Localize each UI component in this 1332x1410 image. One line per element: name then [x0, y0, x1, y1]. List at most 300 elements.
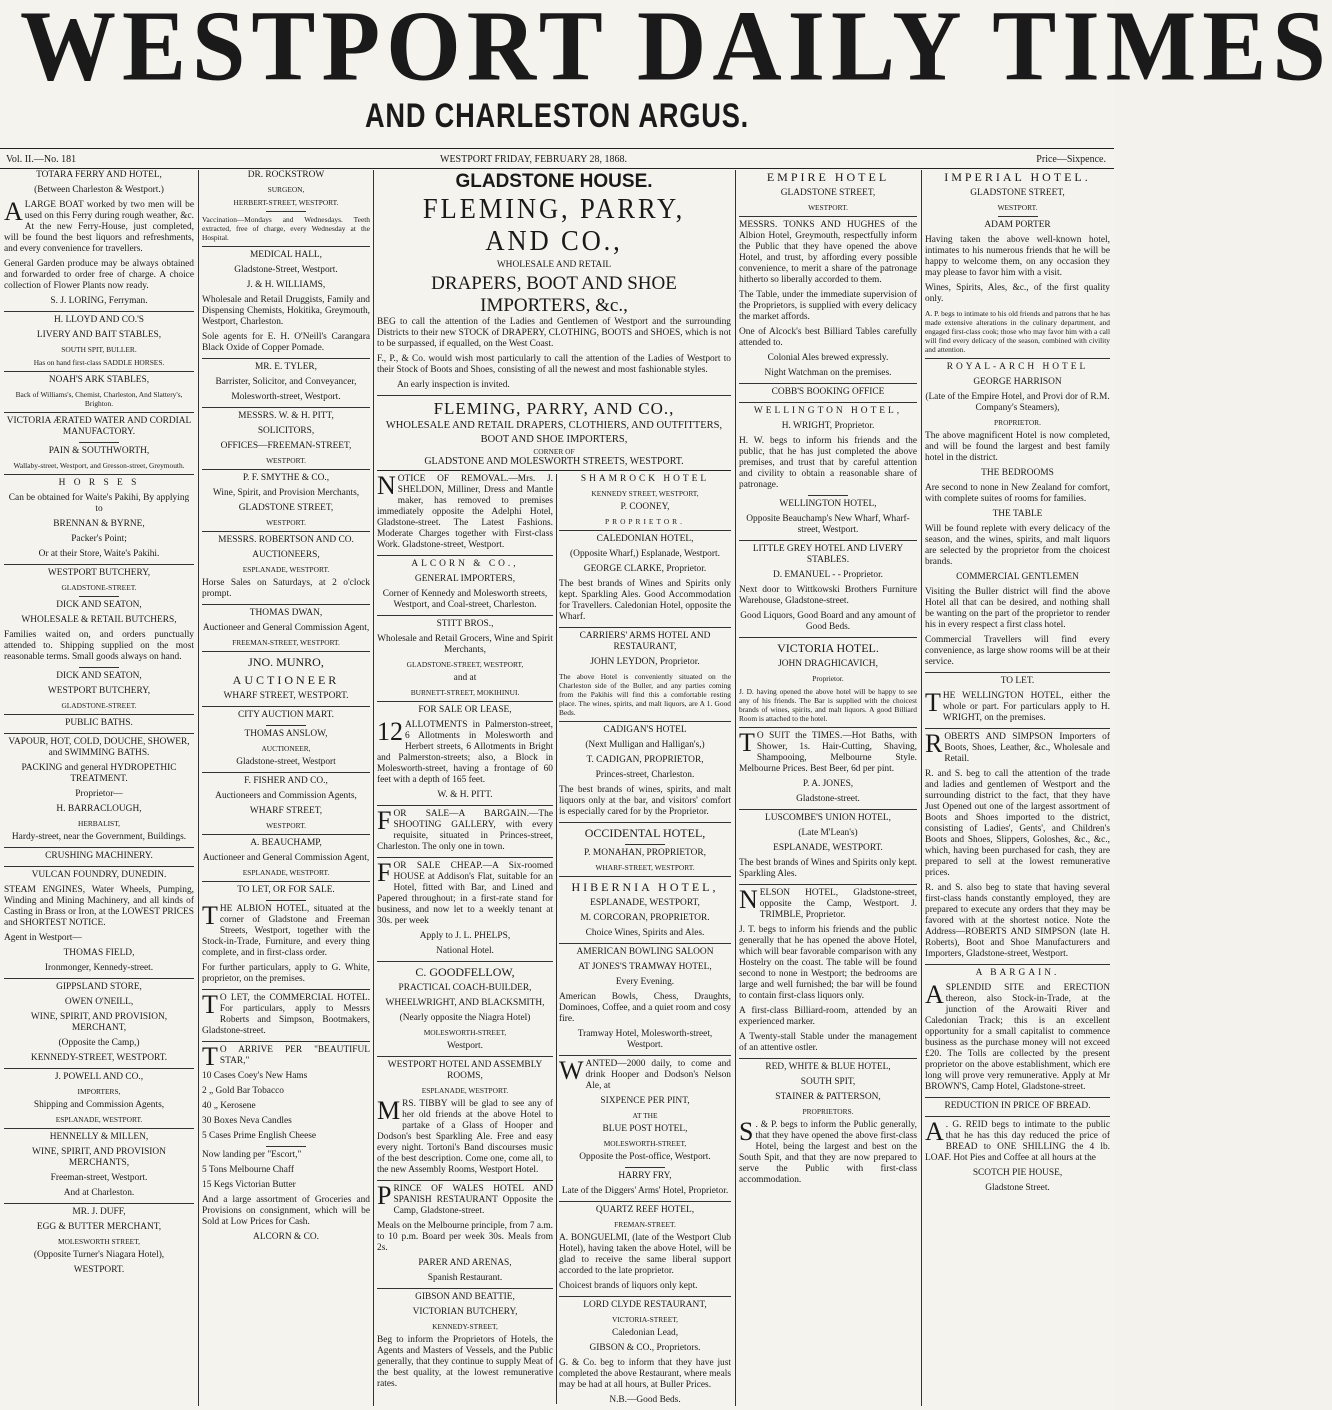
ad-text-content: KENNEDY STREET, WESTPORT,: [591, 489, 699, 498]
ad-text: [559, 880, 731, 894]
ad-text: [377, 931, 553, 942]
ad-text-content: N.B.—Good Beds.: [609, 1395, 681, 1405]
ad-text: [4, 982, 194, 993]
ad-text: [377, 858, 553, 927]
ad-text-content: Proprietor.: [812, 674, 844, 683]
ad-text-content: Next door to Wittkowski Brothers Furniture Warehouse, Gladstone-street.: [739, 585, 917, 606]
divider: [559, 1201, 731, 1202]
ad-text: [739, 641, 917, 655]
divider: [4, 412, 194, 413]
ad-text-content: STITT BROS.,: [436, 619, 494, 629]
ad-text: [202, 411, 370, 422]
ad-text-content: And a large assortment of Groceries and Provisions on consignment, which will be Sold at Low Prices for Cash.: [202, 1195, 370, 1227]
ad-text-content: WINE, SPIRIT, AND PROVISION, MERCHANT,: [30, 1012, 168, 1033]
ad-text: [4, 446, 194, 457]
ad-text: [559, 549, 731, 560]
ad-paragraph: BEG to call the attention of the Ladies and Gentlemen of Westport and the surrounding Districts to their new STOCK of DRAPERY, CLOTHING, BOOTS and SHOES, which is not to be surpassed, if equalled, on the West Coast.: [377, 317, 731, 349]
ad-text-content: AUCTIONEER: [232, 673, 340, 687]
divider: [202, 407, 370, 408]
ad-text: [559, 1300, 731, 1311]
column-4: [559, 474, 731, 1404]
ad-text-content: J. POWELL AND CO.,: [54, 1072, 144, 1082]
ad-text: [4, 259, 194, 292]
ad-text-content: P. A. JONES,: [802, 779, 854, 789]
divider: [4, 714, 194, 715]
divider: [559, 876, 731, 877]
divider: [377, 805, 553, 806]
ad-text-content: FOR SALE OR LEASE,: [418, 705, 512, 715]
ad-text: [739, 828, 917, 839]
divider: [739, 1058, 917, 1059]
column-divider: [373, 170, 374, 1406]
ad-text: [202, 673, 370, 687]
ad-text: [559, 992, 731, 1025]
column-divider: [556, 474, 557, 1404]
divider: [739, 216, 917, 217]
ad-text-content: MOLESWORTH STREET,: [58, 1237, 140, 1246]
ad-text: [4, 1250, 194, 1261]
ad-text-content: OR SALE CHEAP.—A Six-roomed HOUSE at Addison's Flat, suitable for an Hotel, fitted with Bar, and Lined and Papered throughout; in a first-rate stand for business, and now let to a weekly tenant at 30s. per week: [377, 861, 553, 926]
ad-text-content: Auctioneer and General Commission Agent,: [202, 623, 370, 633]
divider: [377, 470, 731, 471]
ad-text: [559, 863, 731, 872]
ad-text-content: OR SALE—A BARGAIN.—The SHOOTING GALLERY, with every requisite, situated in Princes-street, Charleston. The only one in town.: [377, 809, 553, 852]
ad-text: [559, 928, 731, 939]
ad-text: [202, 456, 370, 465]
divider: [739, 884, 917, 885]
ad-text: [4, 851, 194, 862]
ad-text-content: MESSRS. ROBERTSON AND CO.: [218, 535, 354, 545]
ad-text: [559, 826, 731, 840]
divider: [4, 978, 194, 979]
divider: [377, 1056, 553, 1057]
ad-text-content: 5 Cases Prime English Cheese: [202, 1131, 317, 1141]
ad-text: [925, 170, 1110, 184]
ad-text: [925, 309, 1110, 354]
ad-text: [559, 672, 731, 717]
divider: [202, 834, 370, 835]
ad-text: [202, 377, 370, 388]
ad-text-content: One of Alcock's best Billiard Tables carefully attended to.: [739, 327, 917, 348]
ad-text: [4, 1207, 194, 1218]
ad-text-content: The best brands of Wines and Spirits only kept. Sparkling Ales. Good Accommodation for Travellers. Caledonian Hotel, opposite the Wharf.: [559, 579, 731, 622]
newspaper-title: WESTPORT DAILY TIMES: [20, 0, 1332, 102]
ad-text: [739, 290, 917, 323]
ad-text-content: . & P. begs to inform the Public generally, that they have opened the above first-class Hotel, being the largest and best on the South Spit, and that they are now prepared to serve the Public with first-class accommodation.: [739, 1120, 917, 1185]
ad-text-content: R. and S. beg to call the attention of the trade and ladies and gentlemen of Westport and the surrounding district to the fact, that they have Just Opened out one of the largest assortment of Boots and Shoes imported to the district, consisting of Ladies', Gents', and Children's Boots and Shoes, Slippers, Goloshes, &c., &c., which, having been purchased for cash, they are prepared to sell at the lowest remunerative prices.: [925, 769, 1110, 878]
ad-text-content: Colonial Ales brewed expressly.: [767, 353, 889, 363]
ad-text: [739, 925, 917, 1002]
ad-text-content: JOHN LEYDON, Proprietor.: [590, 657, 700, 667]
ad-text-content: WESTPORT.: [808, 203, 848, 212]
divider: [377, 961, 553, 962]
drop-cap: A: [4, 197, 23, 226]
ad-text-content: 40 „ Kerosene: [202, 1101, 256, 1111]
ad-text-content: Families waited on, and orders punctually attended to. Shipping supplied on the most reasonable terms. Small goods always on hand.: [4, 630, 194, 662]
ad-text: [4, 461, 194, 470]
ad-text: [4, 630, 194, 663]
ad-text-content: Spanish Restaurant.: [427, 1273, 503, 1283]
ad-text: [377, 1181, 553, 1217]
divider: [377, 555, 553, 556]
ad-text-content: A first-class Billiard-room, attended by an experienced marker.: [739, 1006, 917, 1027]
ad-text-content: MESSRS. W. & H. PITT,: [238, 411, 334, 421]
ad-text: [739, 421, 917, 432]
ad-paragraph: F., P., & Co. would wish most particularly to call the attention of the Ladies of Westport to their Stock of Boots and Shoes, consisting of all the newest and most fashionable styles.: [377, 354, 731, 375]
drop-cap: S: [739, 1117, 754, 1146]
ad-text: [925, 392, 1110, 414]
ad-text-content: Has on hand first-class SADDLE HORSES.: [33, 358, 165, 367]
ad-text: [202, 550, 370, 561]
ad-text: [377, 471, 553, 551]
ad-text: [202, 488, 370, 499]
drop-cap: T: [925, 688, 941, 717]
divider: [202, 358, 370, 359]
ad-subheading: WHOLESALE AND RETAIL: [496, 260, 612, 270]
ad-text-content: OBERTS AND SIMPSON Importers of Boots, Shoes, Leather, &c., Wholesale and Retail.: [944, 732, 1110, 764]
ad-text: [202, 885, 370, 896]
ad-text-content: WHARF STREET, WESTPORT.: [223, 691, 349, 701]
ad-text-content: CALEDONIAN HOTEL,: [596, 534, 694, 544]
divider: [559, 943, 731, 944]
ad-text-content: DICK AND SEATON,: [56, 600, 142, 610]
ad-text-content: A. BEAUCHAMP,: [250, 838, 322, 848]
ad-text: [202, 868, 370, 877]
ad-text-content: PARER AND ARENAS,: [418, 1258, 512, 1268]
drop-cap: T: [202, 1042, 218, 1071]
ad-text-content: Will be found replete with every delicacy of the season, and the wines, spirits, and malt liquors are selected by the proprietor from the choicest brands.: [925, 524, 1110, 567]
ad-text: [739, 170, 917, 184]
ad-text: [925, 468, 1110, 479]
ad-text: [4, 933, 194, 944]
divider: [202, 531, 370, 532]
ad-text: [202, 1131, 370, 1142]
ad-text-content: Opposite Beauchamp's New Wharf, Wharf-street, Westport.: [746, 514, 910, 535]
ad-text-content: MESSRS. TONKS AND HUGHES of the Albion Hotel, Greymouth, respectfully inform the Public that they have opened the above Hotel, and trust, by affording every possible convenience, to merit a share of the patronage hitherto so liberally accorded to them.: [739, 220, 917, 285]
ad-text: [202, 441, 370, 452]
divider: [808, 495, 848, 496]
ad-text: [4, 478, 194, 489]
ad-text-content: M. CORCORAN, PROPRIETOR.: [580, 913, 710, 923]
ad-text-content: WESTPORT.: [997, 203, 1038, 212]
divider: [925, 358, 1110, 359]
ad-text-content: Every Evening.: [615, 977, 675, 987]
ad-text: [202, 1116, 370, 1127]
ad-text-content: VICTORIA ÆRATED WATER AND CORDIAL MANUFACTORY.: [6, 416, 192, 437]
ad-text-content: PROPRIETOR.: [605, 517, 685, 526]
divider: [4, 564, 194, 565]
ad-text: [739, 514, 917, 536]
ad-text: [739, 779, 917, 790]
ad-text: [377, 559, 553, 570]
ad-text: [739, 203, 917, 212]
ad-text: [202, 623, 370, 634]
ad-text-content: ALLOTMENTS in Palmerston-street, 6 Allotments in Molesworth and Herbert streets, 6 Allotments in Bright and Palmerston-streets; also, a Block in Molesworth-street, having a frontage of 60 feet with a depth of 165 feet.: [377, 720, 553, 785]
ad-text-content: ESPLANADE, WESTPORT.: [55, 1115, 143, 1124]
ad-text-content: Gladstone Street.: [985, 1183, 1050, 1193]
ad-text: [739, 1117, 917, 1186]
ad-text: [4, 948, 194, 959]
ad-text-content: (Late of the Empire Hotel, and Provi dor of R.M. Company's Steamers),: [925, 392, 1110, 413]
ad-text: [377, 790, 553, 801]
ad-text: [559, 474, 731, 485]
ad-text-content: Wallaby-street, Westport, and Gresson-street, Greymouth.: [13, 461, 185, 470]
ad-text-content: KENNEDY-STREET,: [432, 1322, 498, 1331]
ad-text-content: THOMAS DWAN,: [249, 608, 323, 618]
ad-text: [925, 431, 1110, 464]
ad-text: [202, 853, 370, 864]
ad-text-content: ESPLANADE, WESTPORT.: [242, 868, 330, 877]
ad-text-content: GEORGE CLARKE, Proprietor.: [583, 564, 707, 574]
ad-text: [202, 362, 370, 373]
ad-text: [739, 327, 917, 349]
ad-text-content: QUARTZ REEF HOTEL,: [595, 1205, 695, 1215]
ad-text-content: R. and S. also beg to state that having several first-class hands constantly employed, they are prepared to execute any orders that they may be favored with at the shortest notice. Note the Address—ROBERTS AND SIMPSON (late H. Roberts), Boot and Shoe Manufacturers and Importers, Gladstone-street, Westport.: [925, 883, 1110, 959]
ad-text: [4, 819, 194, 828]
ad-text-content: TO LET.: [1000, 676, 1035, 686]
ad-text: [202, 535, 370, 546]
ad-text: [739, 544, 917, 566]
ad-text: [739, 794, 917, 805]
ad-text: [739, 585, 917, 607]
ad-text-content: Tramway Hotel, Molesworth-street, Westport.: [577, 1029, 713, 1050]
ad-text: [202, 963, 370, 985]
ad-text: [559, 1281, 731, 1292]
ad-text: [202, 1180, 370, 1191]
ad-text-content: (Between Charleston & Westport.): [34, 185, 164, 195]
ad-text: [4, 416, 194, 438]
ad-text-content: HARRY FRY,: [618, 1171, 672, 1181]
ad-text: [377, 1028, 553, 1037]
ad-text: [202, 1165, 370, 1176]
ad-text-content: GLADSTONE-STREET.: [61, 583, 137, 592]
ad-text: [377, 1307, 553, 1318]
ad-text-content: MR. E. TYLER,: [254, 362, 318, 372]
ad-text-content: WESTPORT BUTCHERY,: [47, 568, 151, 578]
ad-text-content: H. LLOYD AND CO.'S: [54, 315, 144, 325]
divider: [377, 701, 553, 702]
ad-trade: DRAPERS, BOOT AND SHOE IMPORTERS, &c.,: [431, 273, 677, 316]
ad-text: [4, 197, 194, 255]
ad-text: [739, 368, 917, 379]
ad-text-content: GLADSTONE STREET,: [970, 188, 1065, 198]
divider: [377, 857, 553, 858]
divider: [4, 847, 194, 848]
ad-text: [739, 674, 917, 683]
ad-text-content: ESPLANADE, WESTPORT,: [590, 898, 700, 908]
ad-text: [925, 968, 1110, 979]
ad-text: [377, 705, 553, 716]
divider: [377, 1288, 553, 1289]
ad-text-content: P. F. SMYTHE & CO.,: [242, 473, 330, 483]
ad-text: [925, 769, 1110, 879]
ad-text: [559, 898, 731, 909]
ad-text: [739, 813, 917, 824]
ad-text: [202, 821, 370, 830]
ad-text-content: IMPERIAL HOTEL.: [944, 170, 1091, 184]
ad-text: [377, 946, 553, 957]
ad-text: [559, 1233, 731, 1277]
ad-text: [739, 885, 917, 921]
ad-text: [202, 691, 370, 702]
ad-text: [4, 549, 194, 560]
ad-text: [377, 983, 553, 994]
ad-text: [559, 1315, 731, 1324]
ad-text: [377, 1221, 553, 1254]
divider: [0, 168, 1114, 169]
ad-text: [377, 998, 553, 1009]
ad-text-content: 15 Kegs Victorian Butter: [202, 1180, 296, 1190]
ad-text-content: J. D. having opened the above hotel will be happy to see any of his friends. The Bar is supplied with the choicest brands of wines, spirits, and malt liquors. A good Billiard Room is attached to the hotel.: [739, 687, 917, 723]
ad-text: [377, 619, 553, 630]
ad-text-content: A BARGAIN.: [975, 968, 1060, 978]
ad-text: [4, 737, 194, 759]
ad-text-content: CRUSHING MACHINERY.: [45, 851, 153, 861]
ad-text-content: KENNEDY-STREET, WESTPORT.: [30, 1053, 168, 1063]
ad-text-content: OFFICES—FREEMAN-STREET,: [220, 441, 352, 451]
ad-text: [202, 1042, 370, 1071]
ad-text: [4, 870, 194, 881]
ad-text-content: EGG & BUTTER MERCHANT,: [36, 1222, 162, 1232]
ad-text: [377, 673, 553, 684]
ad-text: [925, 729, 1110, 765]
ad-text: [202, 990, 370, 1037]
ad-text-content: A. BONGUELMI, (late of the Westport Club Hotel), having taken the above Hotel, will be glad to receive the same liberal support accorded to the late proprietor.: [559, 1233, 731, 1276]
ad-text: [202, 1150, 370, 1161]
ad-text: [925, 980, 1110, 1093]
divider: [739, 809, 917, 810]
ad-text: [4, 763, 194, 785]
ad-text: [4, 493, 194, 515]
divider: [4, 371, 194, 372]
ad-text: [925, 1168, 1110, 1179]
divider: [739, 402, 917, 403]
ad-text-content: (Next Mulligan and Halligan's,): [585, 740, 705, 750]
ad-text-content: GLADSTONE STREET,: [238, 503, 334, 513]
gladstone-house-ad: [377, 170, 731, 470]
ad-text: [4, 1100, 194, 1111]
divider: [925, 1097, 1110, 1098]
ad-text-content: PROPRIETORS.: [802, 1107, 854, 1116]
divider: [925, 964, 1110, 965]
ad-text: [202, 806, 370, 817]
ad-text-content: PROPRIETOR.: [994, 418, 1041, 427]
ad-text: [559, 1171, 731, 1182]
ad-text-content: Freeman-street, Westport.: [50, 1173, 148, 1183]
ad-text-content: WESTPORT BUTCHERY,: [47, 686, 151, 696]
ad-text: [4, 519, 194, 530]
ad-text: [4, 296, 194, 307]
ad-text-content: HERBALIST,: [78, 819, 120, 828]
ad-text: [559, 1205, 731, 1216]
divider: [559, 822, 731, 823]
ad-text-content: And at Charleston.: [63, 1188, 135, 1198]
ad-text-content: OWEN O'NEILL,: [64, 997, 134, 1007]
ad-text-content: PRACTICAL COACH-BUILDER,: [398, 983, 532, 993]
ad-text-content: 5 Tons Melbourne Chaff: [202, 1165, 294, 1175]
ad-text-content: The best brands of Wines and Spirits only kept. Sparkling Ales.: [739, 858, 917, 879]
ad-text: [4, 1265, 194, 1276]
divider: [739, 727, 917, 728]
divider: [4, 733, 194, 734]
ad-text-content: . G. REID begs to intimate to the public that he has this day reduced the price of BREAD to ONE SHILLING the 4 lb. LOAF. Hot Pies and Coffee at all hours at the: [925, 1120, 1110, 1163]
ad-text: [925, 1117, 1110, 1164]
ad-text-content: C. GOODFELLOW,: [415, 965, 515, 979]
ad-text: [377, 1258, 553, 1269]
ad-heading: GLADSTONE HOUSE.: [455, 171, 653, 192]
ad-text-content: Proprietor—: [75, 789, 123, 799]
ad-text-content: The above magnificent Hotel is now completed, and will be found the largest and best family hotel in the district.: [925, 431, 1110, 463]
ad-text: [202, 901, 370, 959]
ad-text: [739, 1062, 917, 1073]
ad-text: [559, 1056, 731, 1092]
divider: [625, 1167, 665, 1168]
firm-name: FLEMING, PARRY, AND CO.,: [422, 194, 686, 257]
drop-cap: R: [925, 729, 943, 758]
masthead: [0, 0, 1332, 150]
ad-text-content: Opposite the Post-office, Westport.: [579, 1152, 711, 1162]
ad-text-content: SURGEON,: [267, 185, 305, 194]
ad-text-content: Vaccination—Mondays and Wednesdays. Teeth extracted, free of charge, every Wednesday at the Hospital.: [202, 215, 370, 242]
ad-text: [202, 729, 370, 740]
ad-text-content: Gladstone-street.: [796, 794, 860, 804]
ad-text: [202, 710, 370, 721]
ad-text-content: VULCAN FOUNDRY, DUNEDIN.: [31, 870, 167, 880]
ad-text: [4, 568, 194, 579]
ad-text: [559, 1152, 731, 1163]
ad-text-content: DICK AND SEATON,: [56, 671, 142, 681]
divider: [202, 246, 370, 247]
divider: [266, 1146, 306, 1147]
ad-text: [559, 785, 731, 818]
ad-text-content: American Bowls, Chess, Draughts, Dominoes, Coffee, and a quiet room and cosy fire.: [559, 992, 731, 1024]
ad-text-content: Night Watchman on the premises.: [764, 368, 892, 378]
ad-text: [559, 1395, 731, 1406]
ad-text-content: (Late M'Lean's): [798, 828, 858, 838]
ad-text: [925, 283, 1110, 305]
ad-corner: CORNER OF: [533, 447, 575, 456]
ad-text: [4, 185, 194, 196]
ad-text-content: GLADSTONE STREET,: [780, 188, 876, 198]
ad-text-content: GEORGE HARRISON: [973, 377, 1062, 387]
ad-text-content: For further particulars, apply to G. White, proprietor, on the premises.: [202, 963, 370, 984]
divider: [202, 651, 370, 652]
ad-text: [925, 509, 1110, 520]
ad-text: [202, 1232, 370, 1243]
ad-text-content: (Opposite Wharf,) Esplanade, Westport.: [570, 549, 720, 559]
ad-text-content: The Table, under the immediate supervision of the Proprietors, is supplied with every delicacy the market affords.: [739, 290, 917, 322]
ad-text-content: CARRIERS' ARMS HOTEL AND RESTAURANT,: [579, 631, 711, 652]
ad-text-content: RS. TIBBY will be glad to see any of her old friends at the above Hotel to partake of a Glass of Hooper and Dodson's best Sparkling Ale. Free and easy every night. Tortoni's Band discourses music of the best description. Come one, come all, to the new Assembly Rooms, Westport Hotel.: [377, 1099, 553, 1175]
divider: [625, 844, 665, 845]
ad-text: [202, 565, 370, 574]
ad-text-content: ADAM PORTER: [984, 220, 1051, 230]
ad-text: [739, 220, 917, 286]
ad-address: GLADSTONE AND MOLESWORTH STREETS, WESTPORT.: [424, 456, 684, 467]
ad-text: [202, 518, 370, 527]
ad-text-content: WHEELWRIGHT, AND BLACKSMITH,: [385, 998, 545, 1008]
ad-text-content: H. BARRACLOUGH,: [56, 804, 142, 814]
ad-text-content: Wine, Spirit, and Provision Merchants,: [212, 488, 360, 498]
ad-text: [202, 295, 370, 328]
ad-text-content: ESPLANADE, WESTPORT.: [773, 843, 883, 853]
ad-text: [4, 375, 194, 386]
ad-text-content: 10 Cases Coey's New Hams: [202, 1071, 308, 1081]
ad-text-content: VICTORIA-STREET,: [611, 1315, 679, 1324]
divider: [202, 706, 370, 707]
ad-text-content: P. MONAHAN, PROPRIETOR,: [584, 848, 706, 858]
divider: [79, 442, 119, 443]
